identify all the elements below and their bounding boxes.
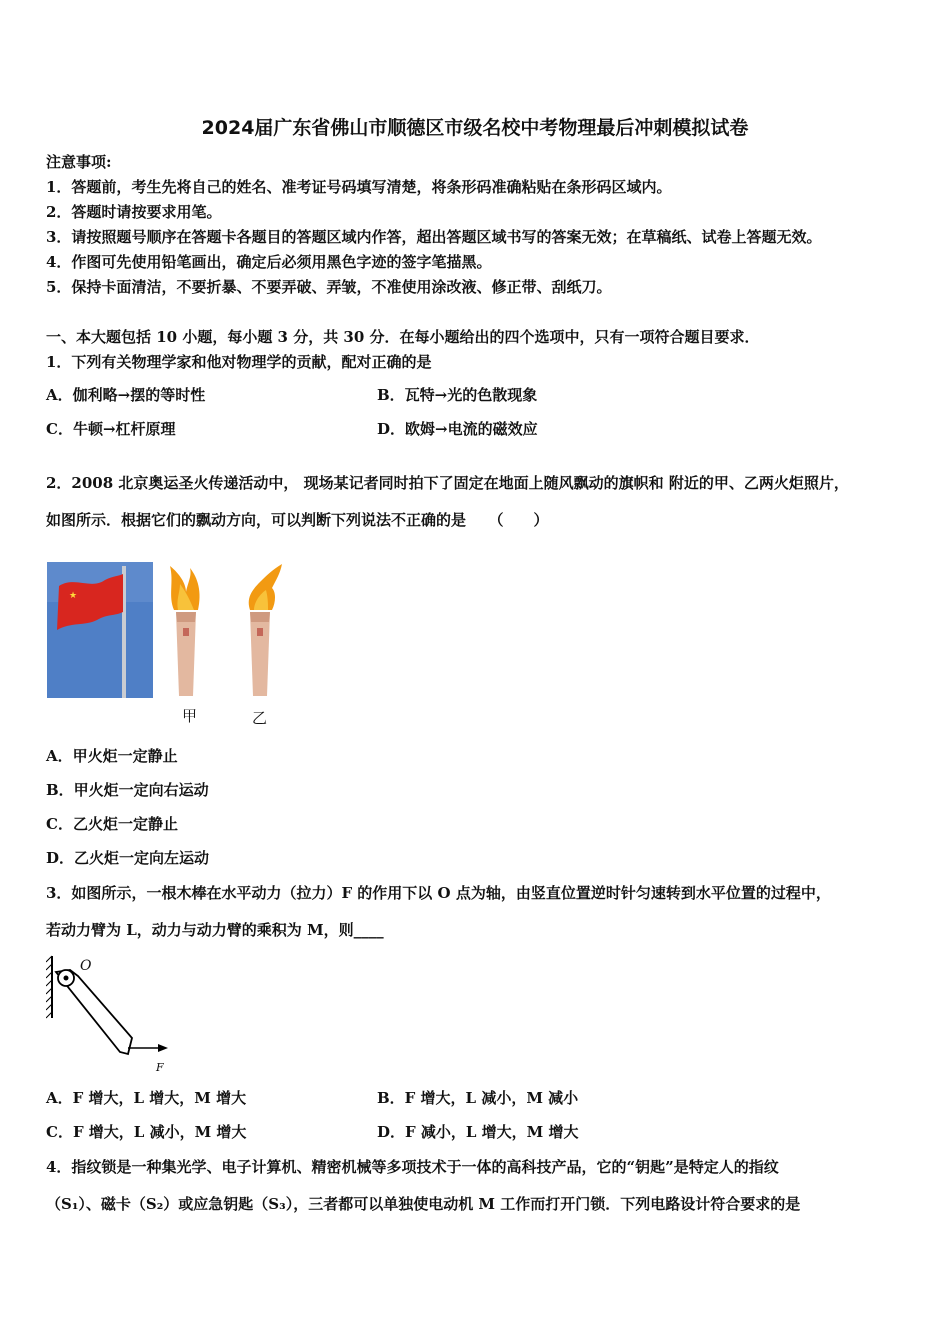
q1-stem: 1．下列有关物理学家和他对物理学的贡献，配对正确的是 xyxy=(46,353,432,371)
torch-label-jia: 甲 xyxy=(182,707,198,725)
page-title: 2024届广东省佛山市顺德区市级名校中考物理最后冲刺模拟试卷 xyxy=(201,117,749,139)
q3-option-c: C．F 增大，L 减小，M 增大 xyxy=(46,1123,247,1141)
q2-stem-line1: 2．2008 北京奥运圣火传递活动中， 现场某记者同时拍下了固定在地面上随风飘动的旗帜和 附近的甲、乙两火炬照片， xyxy=(46,474,849,492)
notice-item: 3．请按照题号顺序在答题卡各题目的答题区域内作答，超出答题区域书写的答案无效；在草稿纸、试卷上答题无效。 xyxy=(46,228,822,246)
lever-diagram xyxy=(46,952,176,1074)
flag-photo xyxy=(47,562,153,698)
section-heading: 一、本大题包括 10 小题，每小题 3 分，共 30 分．在每小题给出的四个选项中，只有一项符合题目要求． xyxy=(46,328,760,346)
q4-stem-line1: 4．指纹锁是一种集光学、电子计算机、精密机械等多项技术于一体的高科技产品，它的“钥匙”是特定人的指纹 xyxy=(46,1158,779,1176)
torch-jia-image xyxy=(166,562,206,698)
q2-option-d: D．乙火炬一定向左运动 xyxy=(46,849,210,867)
torch-yi-image xyxy=(242,562,286,698)
q2-option-b: B．甲火炬一定向右运动 xyxy=(46,781,209,799)
notice-item: 2．答题时请按要求用笔。 xyxy=(46,203,222,221)
lever-force-label: F xyxy=(156,1061,164,1074)
torch-label-yi: 乙 xyxy=(252,709,268,727)
notice-item: 5．保持卡面清洁，不要折暴、不要弄破、弄皱，不准使用涂改液、修正带、刮纸刀。 xyxy=(46,278,612,296)
q1-option-d: D．欧姆→电流的磁效应 xyxy=(377,420,538,438)
notice-item: 4．作图可先使用铅笔画出，确定后必须用黑色字迹的签字笔描黑。 xyxy=(46,253,492,271)
q2-option-c: C．乙火炬一定静止 xyxy=(46,815,178,833)
lever-pivot-label: O xyxy=(80,958,92,974)
svg-text:★: ★ xyxy=(69,591,78,601)
q3-option-b: B．F 增大，L 减小，M 减小 xyxy=(377,1089,579,1107)
q1-option-c: C．牛顿→杠杆原理 xyxy=(46,420,176,438)
q2-option-a: A．甲火炬一定静止 xyxy=(46,747,178,765)
q3-option-a: A．F 增大，L 增大，M 增大 xyxy=(46,1089,247,1107)
notice-item: 1．答题前，考生先将自己的姓名、准考证号码填写清楚，将条形码准确粘贴在条形码区域内。 xyxy=(46,178,672,196)
q4-stem-line2: （S₁）、磁卡（S₂）或应急钥匙（S₃），三者都可以单独使电动机 M 工作而打开门锁．下列电路设计符合要求的是 xyxy=(46,1195,801,1213)
q1-option-b: B．瓦特→光的色散现象 xyxy=(377,386,538,404)
q2-stem-line2: 如图所示．根据它们的飘动方向，可以判断下列说法不正确的是 （ ） xyxy=(46,511,549,529)
q3-stem-line2: 若动力臂为 L，动力与动力臂的乘积为 M，则____ xyxy=(46,921,384,939)
notice-heading: 注意事项: xyxy=(46,153,112,171)
q3-stem-line1: 3．如图所示，一根木棒在水平动力（拉力）F 的作用下以 O 点为轴，由竖直位置逆时针匀速转到水平位置的过程中， xyxy=(46,884,831,902)
q1-option-a: A．伽利略→摆的等时性 xyxy=(46,386,206,404)
q3-option-d: D．F 减小，L 增大，M 增大 xyxy=(377,1123,579,1141)
